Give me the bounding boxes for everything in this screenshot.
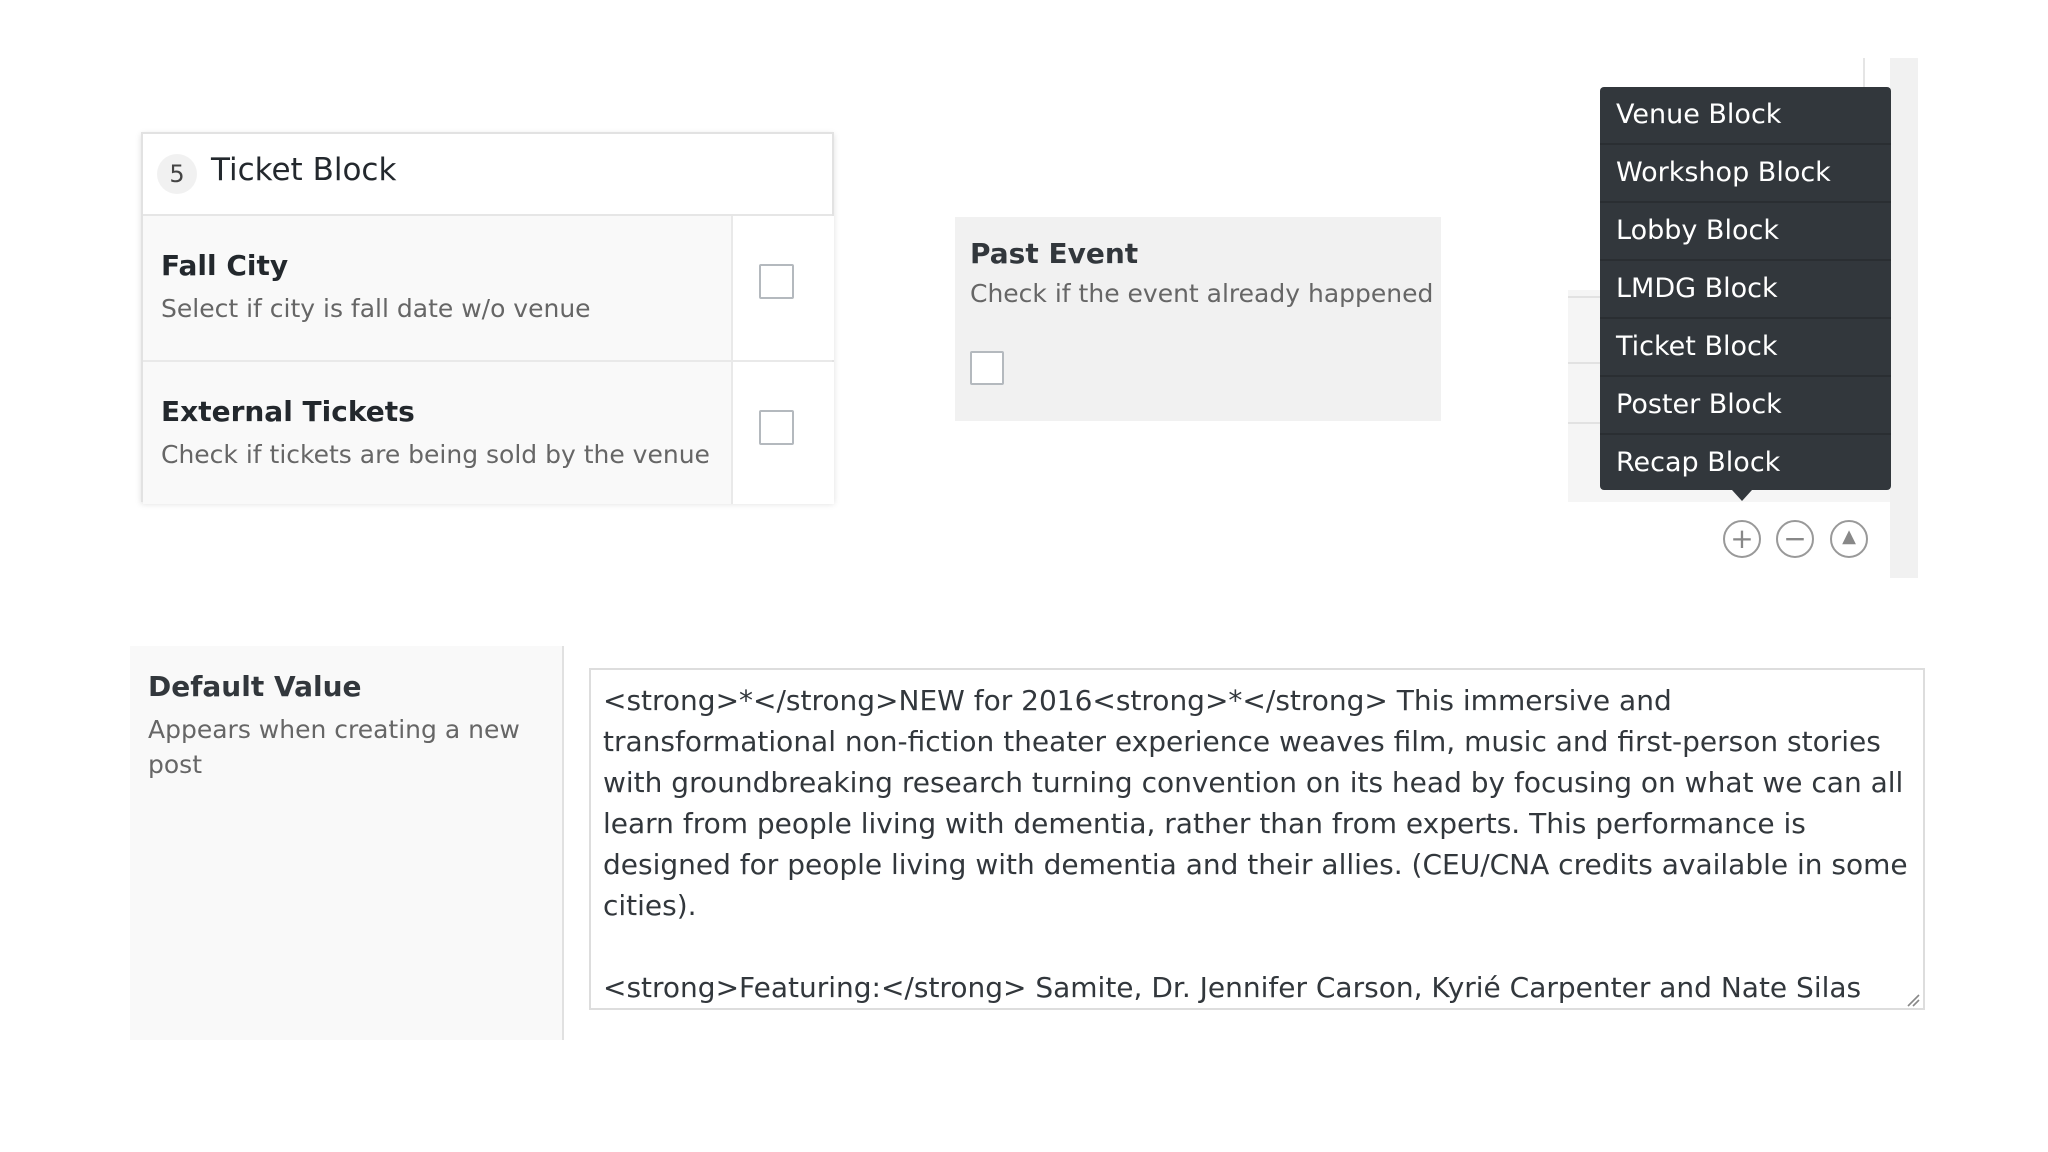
triangle-up-icon: ▲ [1842, 526, 1856, 547]
external-tickets-label: External Tickets [161, 395, 415, 428]
resize-grip-icon[interactable] [1906, 993, 1920, 1007]
plus-circle-icon: + [1730, 522, 1754, 555]
past-event-label: Past Event [970, 237, 1139, 270]
fall-city-checkbox[interactable] [759, 264, 794, 299]
layout-option-lobby-block[interactable]: Lobby Block [1600, 203, 1891, 261]
ticket-block-title: Ticket Block [211, 152, 397, 188]
default-value-description: Appears when creating a new post [148, 715, 520, 779]
past-event-panel [955, 217, 1441, 421]
layout-option-workshop-block[interactable]: Workshop Block [1600, 145, 1891, 203]
default-value-label-column [130, 646, 564, 1040]
fall-city-row [143, 216, 832, 362]
default-value-label: Default Value [148, 670, 362, 703]
fall-city-description: Select if city is fall date w/o venue [161, 294, 591, 323]
ticket-block-header[interactable] [143, 134, 832, 216]
add-layout-button[interactable] [1723, 520, 1761, 558]
layout-option-ticket-block[interactable]: Ticket Block [1600, 319, 1891, 377]
external-tickets-input-cell [731, 362, 834, 504]
layout-option-poster-block[interactable]: Poster Block [1600, 377, 1891, 435]
layout-option-recap-block[interactable]: Recap Block [1616, 447, 1781, 478]
fall-city-input-cell [731, 216, 834, 360]
layout-option-venue-block[interactable]: Venue Block [1600, 87, 1891, 145]
past-event-description: Check if the event already happened [970, 279, 1434, 308]
external-tickets-description: Check if tickets are being sold by the venue [161, 440, 710, 469]
default-value-textarea[interactable] [589, 668, 1925, 1010]
layout-option-lmdg-block[interactable]: LMDG Block [1600, 261, 1891, 319]
external-tickets-checkbox[interactable] [759, 410, 794, 445]
past-event-checkbox[interactable] [970, 351, 1004, 385]
fall-city-label: Fall City [161, 249, 289, 282]
divider [1863, 58, 1865, 88]
external-tickets-row [143, 362, 832, 504]
layout-order-badge[interactable]: 5 [157, 154, 197, 194]
collapse-layout-button[interactable] [1830, 520, 1868, 558]
side-strip [1890, 58, 1918, 578]
add-layout-popup [1600, 87, 1891, 490]
remove-layout-button[interactable] [1776, 520, 1814, 558]
popup-arrow [1732, 490, 1752, 501]
minus-circle-icon: − [1783, 522, 1807, 555]
ticket-block-panel [141, 132, 834, 502]
